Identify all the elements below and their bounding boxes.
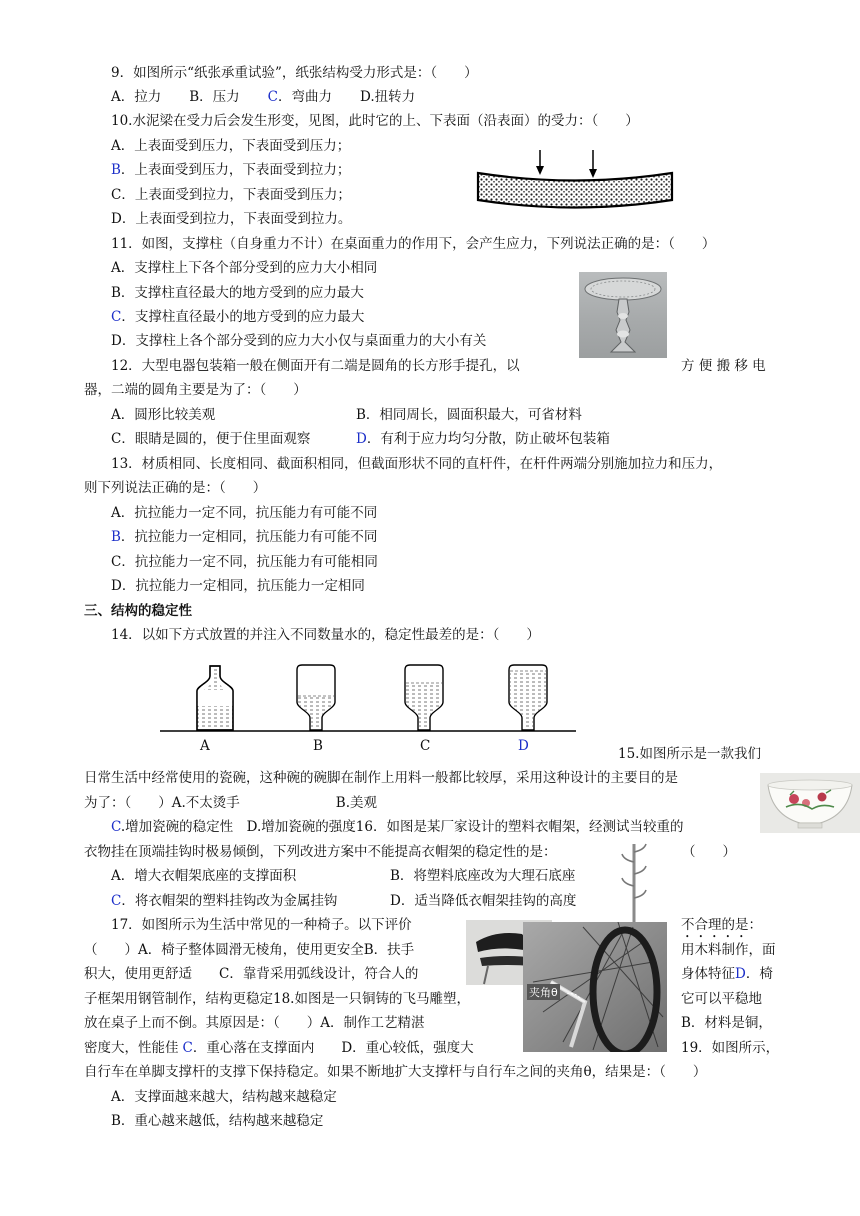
bottle-label-c: C — [420, 738, 431, 754]
q13-option-a: A．抗拉能力一定不同，抗压能力有可能不同 — [111, 505, 378, 521]
q16-line2: 衣物挂在顶端挂钩时极易倾倒，下列改进方案中不能提高衣帽架的稳定性的是： — [84, 844, 557, 860]
q18-line1-right: 它可以平稳地 — [681, 991, 762, 1007]
q18-line2-right: B．材料是铜， — [681, 1015, 772, 1031]
q12-option-d — [356, 430, 610, 448]
q16-option-a: A．增大衣帽架底座的支撑面积 — [111, 868, 297, 884]
q18-line2-left: 放在桌子上而不倒。其原因是：（ ）A．制作工艺精湛 — [84, 1015, 425, 1031]
q18-line3 — [84, 1039, 474, 1057]
q15-stem-right: 15.如图所示是一款我们 — [618, 746, 761, 762]
bottle-a — [197, 666, 233, 730]
q17-answer-letter: D — [735, 966, 746, 982]
q12-stem-right: 方 便 搬 移 电 — [681, 358, 766, 374]
q10-option-d: D．上表面受到拉力，下表面受到拉力。 — [111, 211, 352, 227]
bottles-figure — [160, 660, 580, 735]
q13-stem: 13．材质相同、长度相同、截面积相同，但截面形状不同的直杆件，在杆件两端分别施加拉力和压力， — [111, 456, 723, 472]
q18-answer-letter: C — [182, 1040, 193, 1056]
q17-line1: 17．如图所示为生活中常见的一种椅子。以下评价 — [111, 917, 412, 933]
q9-option-b: B．压力 — [189, 89, 240, 105]
q11-option-a: A．支撑柱上下各个部分受到的应力大小相同 — [111, 260, 378, 276]
q11-answer-letter: C — [111, 309, 122, 325]
q9-option-a: A．拉力 — [111, 89, 162, 105]
q13-option-d: D．抗拉能力一定相同，抗压能力一定相同 — [111, 578, 365, 594]
q10-stem: 10.水泥梁在受力后会发生形变，见图，此时它的上、下表面（沿表面）的受力：（ ） — [111, 113, 639, 129]
q12-answer-letter: D — [356, 431, 367, 447]
q19-option-a: A．支撑面越来越大，结构越来越稳定 — [111, 1089, 337, 1105]
q12-stem-line2: 器，二端的圆角主要是为了：（ ） — [84, 382, 307, 398]
q14-stem: 14．以如下方式放置的并注入不同数量水的，稳定性最差的是：（ ） — [111, 627, 540, 643]
bottle-label-b: B — [313, 738, 323, 754]
q13-option-c: C．抗拉能力一定不同，抗压能力有可能相同 — [111, 554, 378, 570]
q15-option-b: B.美观 — [335, 795, 378, 811]
q19-option-b: B．重心越来越低，结构越来越稳定 — [111, 1113, 324, 1129]
bottle-d — [509, 665, 547, 730]
q15-options-cd: .增加瓷碗的稳定性 D.增加瓷碗的强度 — [120, 819, 356, 835]
q17-line2-left: （ ）A．椅子整体圆滑无棱角，使用更安全B．扶手 — [84, 942, 415, 958]
q17-line3-right-tail: ．椅 — [745, 966, 773, 982]
q17-line3-left: 积大，使用更舒适 C．靠背采用弧线设计，符合人的 — [84, 966, 419, 982]
q12-option-c: C．眼睛是圆的，便于住里面观察 — [111, 431, 311, 447]
q16-answer-letter: C — [111, 893, 122, 909]
q15-answer-letter: C — [111, 819, 121, 835]
q16-paren: （ ） — [682, 844, 736, 860]
q12-option-a: A．圆形比较美观 — [111, 407, 216, 423]
glass-table-photo — [579, 272, 667, 358]
bottle-label-a: A — [200, 738, 210, 754]
q17-line4-left: 子框架用钢管制作，结构更稳定18.如图是一只铜铸的飞马雕塑， — [84, 991, 470, 1007]
angle-label: 夹角θ — [529, 986, 558, 999]
q17-line3-right — [681, 965, 773, 983]
q17-line2-right: 用木料制作，面 — [681, 942, 776, 958]
bottle-b — [297, 665, 335, 730]
q11-option-d: D．支撑柱上各个部分受到的应力大小仅与桌面重力的大小有关 — [111, 333, 487, 349]
beam-shape — [478, 173, 672, 208]
q17-line1-right: 不合理的是： — [681, 917, 762, 933]
q11-stem: 11．如图，支撑柱（自身重力不计）在桌面重力的作用下，会产生应力，下列说法正确的是：（ ） — [111, 236, 716, 252]
q10-answer-letter: B — [111, 162, 121, 178]
q13-option-b-text: ．抗拉能力一定相同，抗压能力有可能不同 — [120, 529, 378, 545]
q12-option-b: B．相同周长，圆面积最大，可省材料 — [356, 407, 582, 423]
q10-option-c: C．上表面受到拉力，下表面受到压力； — [111, 187, 351, 203]
bottle-label-d: D — [518, 738, 529, 754]
q13-answer-letter: B — [111, 529, 121, 545]
q19-stem: 自行车在单脚支撑杆的支撑下保持稳定。如果不断地扩大支撑杆与自行车之间的夹角θ，结果是：（ ） — [84, 1064, 707, 1080]
q13-stem-line2: 则下列说法正确的是：（ ） — [84, 480, 267, 496]
q17-line3-right-text: 身体特征 — [681, 966, 735, 982]
q9-stem: 9．如图所示“纸张承重试验”，纸张结构受力形式是：（ ） — [111, 65, 478, 81]
q15-line3 — [84, 794, 377, 812]
q16-option-d: D．适当降低衣帽架挂钩的高度 — [390, 893, 577, 909]
q11-option-b: B．支撑柱直径最大的地方受到的应力最大 — [111, 285, 364, 301]
q19-stem-start: 19．如图所示， — [681, 1040, 780, 1056]
q12-option-d-text: ．有利于应力均匀分散，防止破坏包装箱 — [366, 431, 610, 447]
q10-option-a: A．上表面受到压力，下表面受到压力； — [111, 138, 351, 154]
q9-options — [111, 88, 415, 106]
q18-option-b-tail: 密度大，性能佳 — [84, 1040, 179, 1056]
section-heading: 三、结构的稳定性 — [84, 603, 192, 619]
q9-option-c: ．弯曲力 — [278, 89, 333, 105]
q15-line4 — [111, 818, 683, 836]
q16-option-c — [111, 892, 337, 910]
q16-stem: 16．如图是某厂家设计的塑料衣帽架，经测试当较重的 — [355, 819, 684, 835]
q11-option-c — [111, 308, 364, 326]
q11-option-c-text: ．支撑柱直径最小的地方受到的应力最大 — [121, 309, 365, 325]
q10-option-b — [111, 161, 350, 179]
porcelain-bowl-photo — [760, 773, 860, 833]
q16-option-b: B．将塑料底座改为大理石底座 — [390, 868, 576, 884]
q10-option-b-text: ．上表面受到压力，下表面受到拉力； — [120, 162, 351, 178]
q16-option-c-text: ．将衣帽架的塑料挂钩改为金属挂钩 — [121, 893, 338, 909]
q18-options-cd: ．重心落在支撑面内 D．重心较低，强度大 — [192, 1040, 474, 1056]
q9-answer-letter: C — [267, 89, 279, 105]
q12-stem-left: 12．大型电器包装箱一般在侧面开有二端是圆角的长方形手提孔，以 — [111, 358, 520, 374]
concrete-beam-figure — [470, 148, 680, 218]
bottle-c — [405, 665, 443, 730]
q15-line2: 日常生活中经常使用的瓷碗，这种碗的碗脚在制作上用料一般都比较厚，采用这种设计的主要目的是 — [84, 770, 678, 786]
bicycle-kickstand-photo — [523, 922, 667, 1052]
q13-option-b — [111, 528, 377, 546]
q9-option-d: D.扭转力 — [360, 89, 416, 105]
q15-option-a: 为了：（ ）A.不太烫手 — [84, 795, 240, 811]
